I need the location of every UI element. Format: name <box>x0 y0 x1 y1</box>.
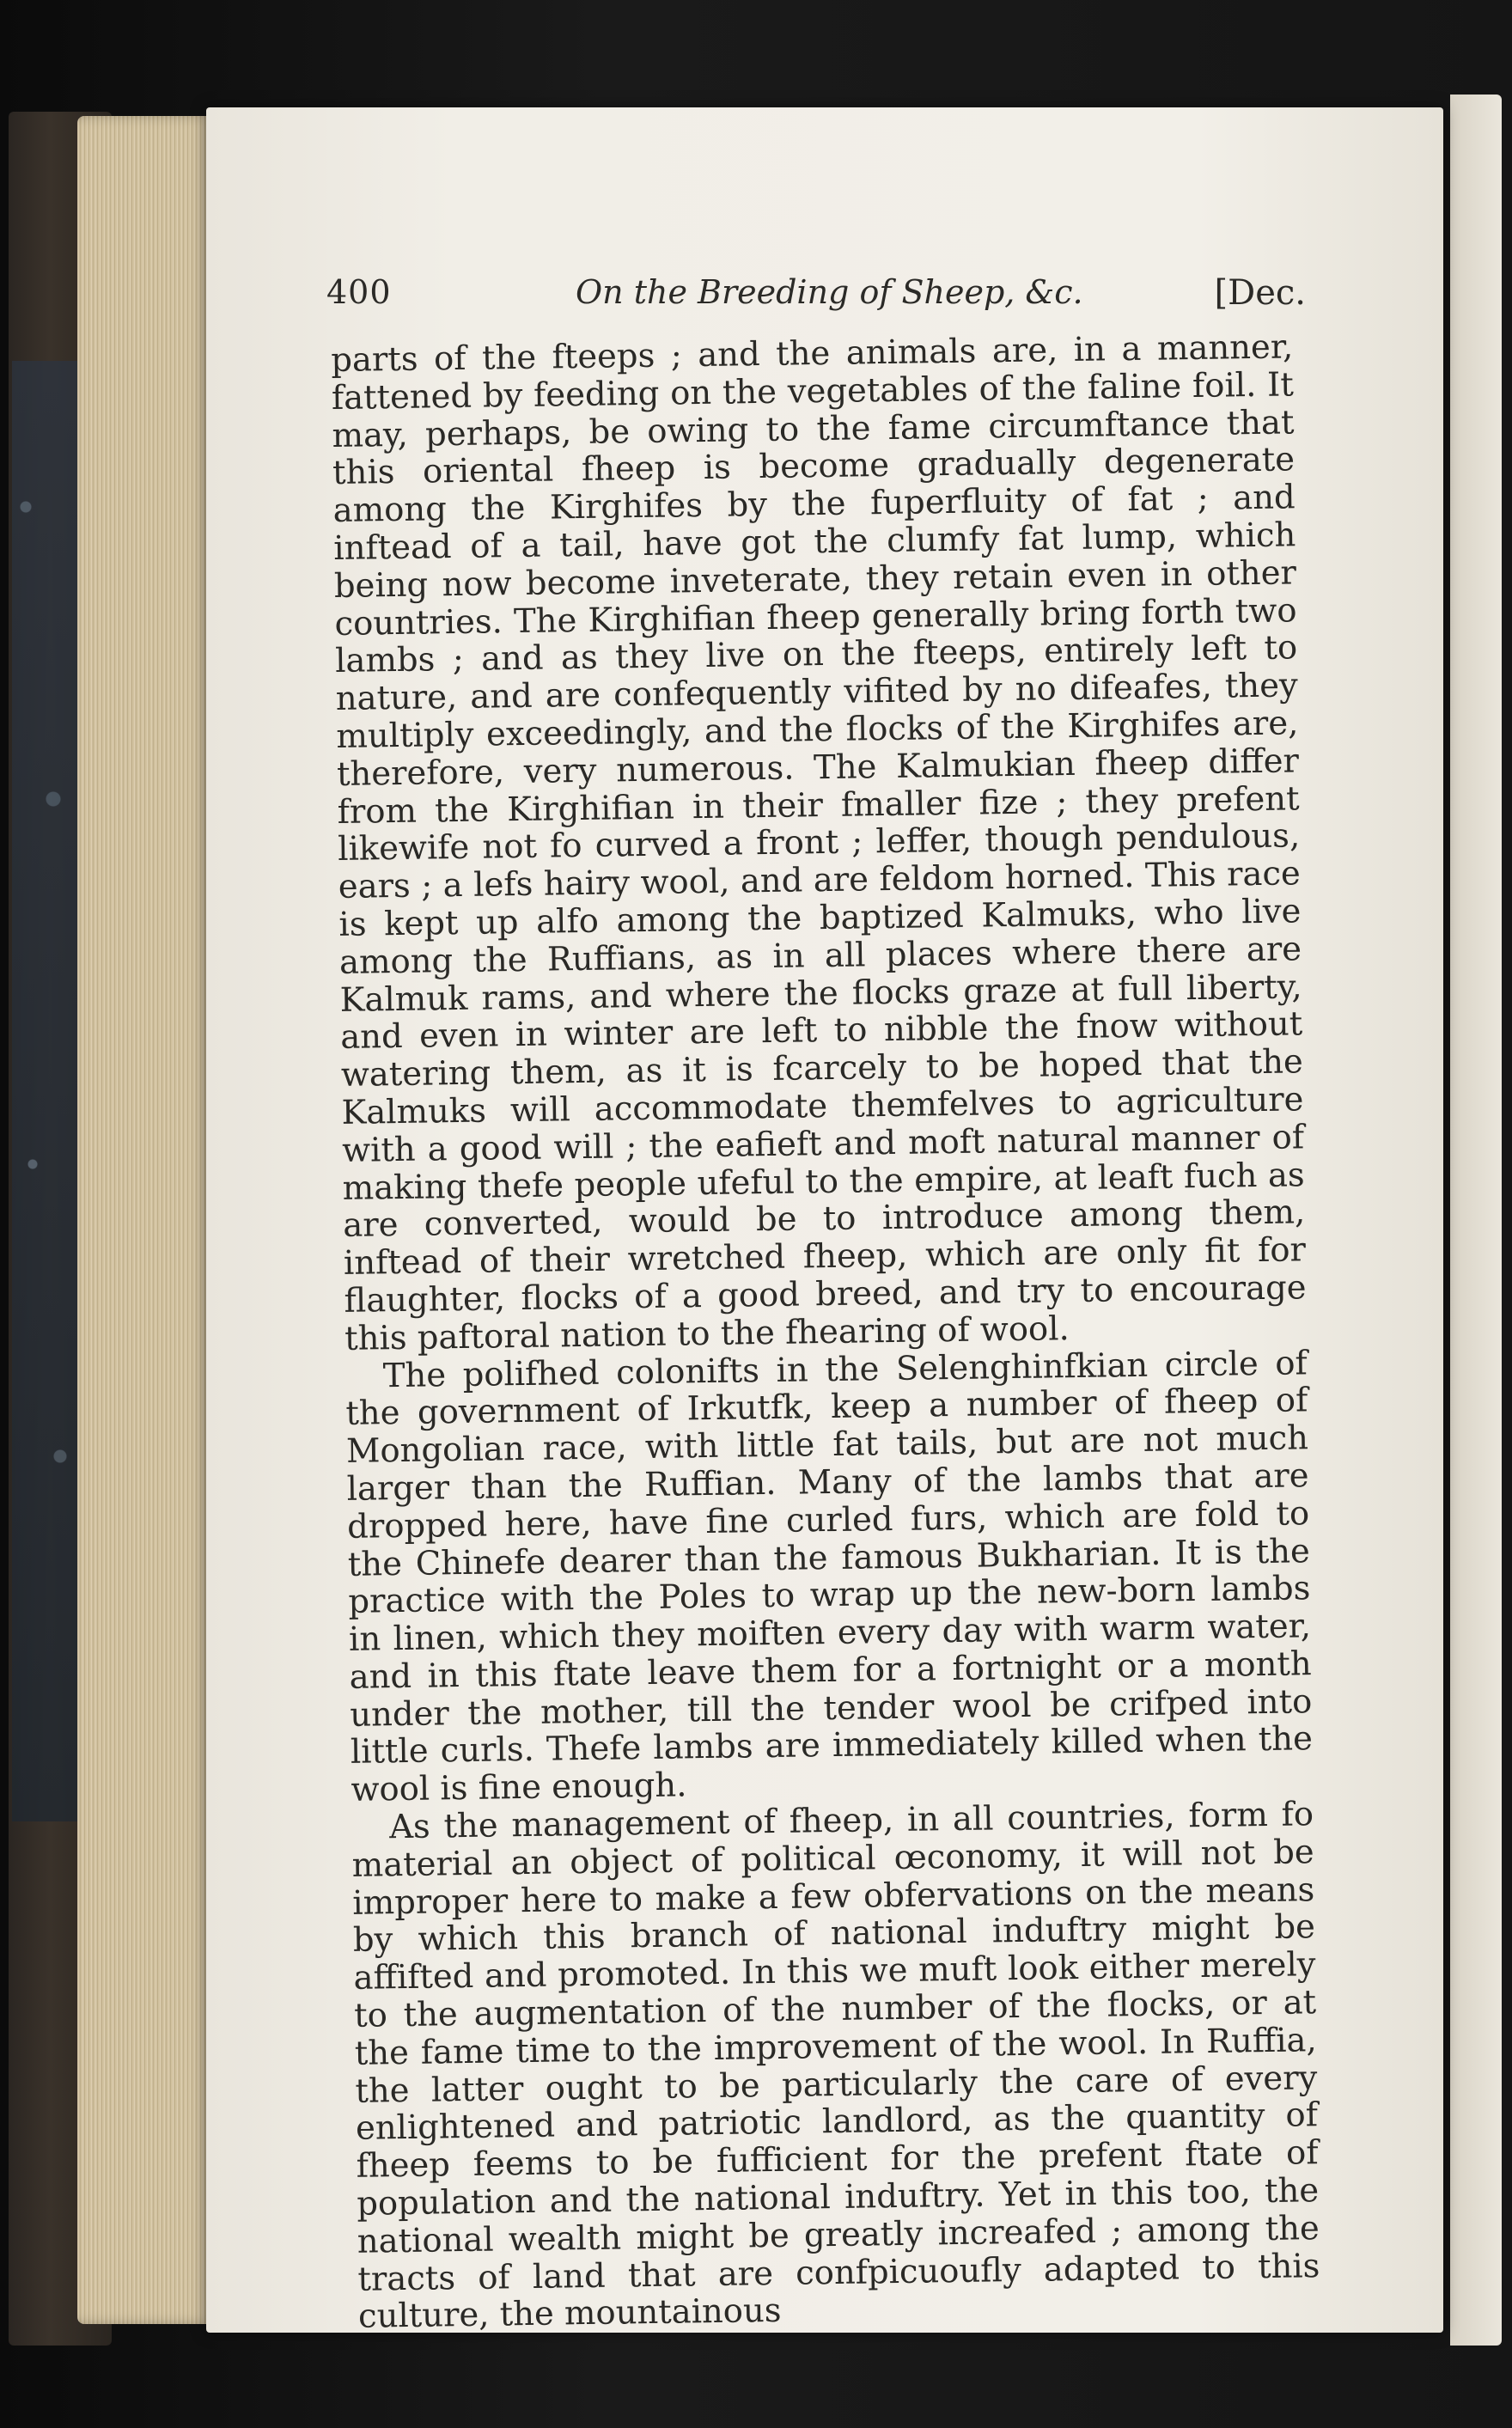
facing-page-edge <box>1450 95 1502 2346</box>
running-title: On the Breeding of Sheep, &c. <box>576 273 1083 311</box>
page-header <box>326 273 1306 325</box>
body-text <box>331 328 1320 2336</box>
date-mark: [Dec. <box>1214 273 1306 313</box>
paragraph: parts of the fteeps ; and the animals are, in a manner, fattened by feeding on the vegetables of the faline foil. It may, perhaps, be owing to the fame circumftance that this oriental fheep is become gradually degenerate among the Kirghifes by the fuperfluity of fat ; and inftead of a tail, have got the clumfy fat lump, which being now become inveterate, they retain even in other countries. The Kirghifian fheep generally bring forth two lambs ; and as they live on the fteeps, entirely left to nature, and are confequently vifited by no difeafes, they multiply exceedingly, and the flocks of the Kirghifes are, therefore, very numerous. The Kalmukian fheep differ from the Kirghifian in their fmaller fize ; they prefent likewife not fo curved a front ; leffer, though pendulous, ears ; a lefs hairy wool, and are feldom horned. This race is kept up alfo among the baptized Kalmuks, who live among the Ruffians, as in all places where there are Kalmuk rams, and where the flocks graze at full liberty, and even in winter are left to nibble the fnow without watering them, as it is fcarcely to be hoped that the Kalmuks will accommodate themfelves to agriculture with a good will ; the eafieft and moft natural manner of making thefe people ufeful to the empire, at leaft fuch as are converted, would be to introduce among them, inftead of their wretched fheep, which are only fit for flaughter, flocks of a good breed, and try to encourage this paftoral nation to the fhearing of wool. <box>330 327 1307 1358</box>
page-number: 400 <box>326 273 392 311</box>
page-edges <box>77 116 215 2324</box>
paragraph: As the management of fheep, in all countries, form fo material an object of political œconomy, it will not be improper here to make a few obfervations on the means by which this branch of national induftry might be affifted and promoted. In this we muft look either merely to the augmentation of the number of the flocks, or at the fame time to the improvement of the wool. In Ruffia, the latter ought to be particularly the care of every enlightened and patriotic landlord, as the quantity of fheep feems to be fufficient for the prefent ftate of population and the national induftry. Yet in this too, the national wealth might be greatly increafed ; among the tracts of land that are confpicuoufly adapted to this culture, the mountainous <box>351 1795 1320 2337</box>
paragraph: The polifhed colonifts in the Selenghinfkian circle of the government of Irkutfk, keep a number of fheep of Mongolian race, with little fat tails, but are not much larger than the Ruffian. Many of the lambs that are dropped here, have fine curled furs, which are fold to the Chinefe dearer than the famous Bukharian. It is the practice with the Poles to wrap up the new-born lambs in linen, which they moiften every day with warm water, and in this ftate leave them for a fortnight or a month under the mother, till the tender wool be crifped into little curls. Thefe lambs are immediately killed when the wool is fine enough. <box>345 1343 1314 1810</box>
marbled-endpaper <box>12 361 81 1821</box>
